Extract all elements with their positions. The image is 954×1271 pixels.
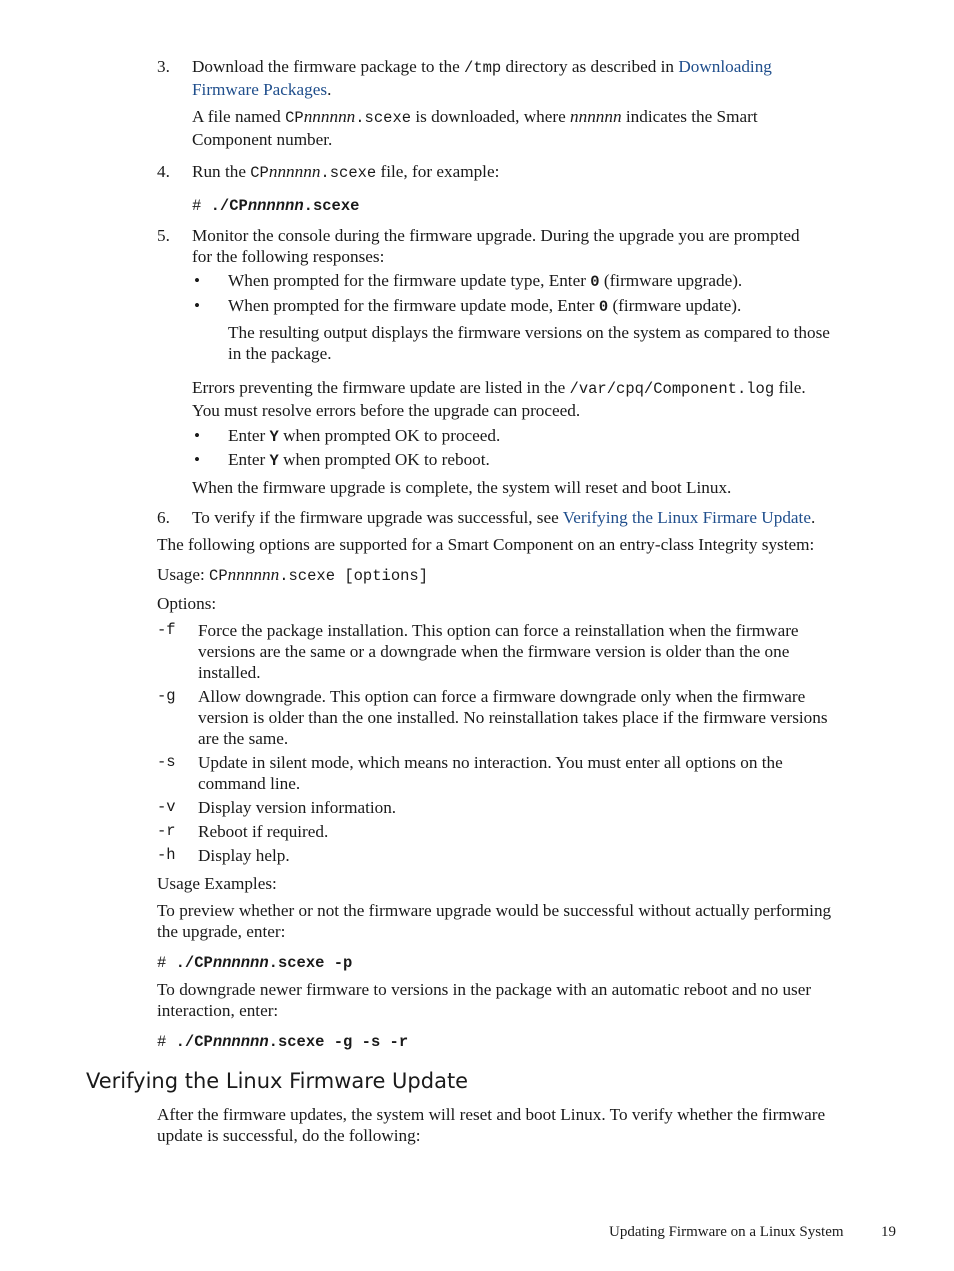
example-1-text: To preview whether or not the firmware upgrade would be successful without actually performing the upgrade, enter: bbox=[157, 901, 832, 941]
example-2-command: # ./CPnnnnnn.scexe -g -s -r bbox=[157, 1033, 409, 1051]
usage-examples-label: Usage Examples: bbox=[157, 874, 277, 893]
step-5-number: 5. bbox=[157, 226, 170, 245]
section-heading: Verifying the Linux Firmware Update bbox=[86, 1069, 469, 1093]
tmp-path: /tmp bbox=[464, 59, 502, 77]
usage-line: Usage: CPnnnnnn.scexe [options] bbox=[157, 565, 429, 585]
link-verifying-linux-firmware-update[interactable]: Verifying the Linux Firmare Update bbox=[562, 508, 811, 527]
step-4-number: 4. bbox=[157, 162, 170, 181]
step-5-text: Monitor the console during the firmware upgrade. During the upgrade you are prompted for the following responses: bbox=[192, 226, 800, 266]
option-description: Display help. bbox=[198, 846, 290, 865]
example-2-text: To downgrade newer firmware to versions in the package with an automatic reboot and no user interaction, enter: bbox=[157, 980, 812, 1020]
bullet-reboot: Enter Y when prompted OK to reboot. bbox=[228, 450, 490, 470]
options-intro: The following options are supported for a Smart Component on an entry-class Integrity system: bbox=[157, 535, 815, 554]
step-6-number: 6. bbox=[157, 508, 170, 527]
upgrade-complete-note: When the firmware upgrade is complete, the system will reset and boot Linux. bbox=[192, 478, 732, 497]
step-3-text: Download the firmware package to the /tmp directory as described in Downloading Firmware Packages. bbox=[192, 57, 772, 99]
step-3-number: 3. bbox=[157, 57, 170, 76]
option-description: Allow downgrade. This option can force a firmware downgrade only when the firmware version is older than the one installed. No reinstallation takes place if the firmware versions are the same. bbox=[198, 687, 828, 748]
resulting-output-note: The resulting output displays the firmware versions on the system as compared to those in the package. bbox=[228, 323, 830, 363]
option-description: Update in silent mode, which means no interaction. You must enter all options on the command line. bbox=[198, 753, 783, 793]
option-description: Reboot if required. bbox=[198, 822, 329, 841]
link-downloading-firmware-packages[interactable]: Downloading Firmware Packages bbox=[192, 57, 772, 99]
option-key: -v bbox=[157, 798, 176, 816]
option-key: -g bbox=[157, 687, 176, 705]
option-description: Force the package installation. This option can force a reinstallation when the firmware versions are the same or a downgrade when the firmware version is older than the one installed. bbox=[198, 621, 799, 682]
bullet-proceed: Enter Y when prompted OK to proceed. bbox=[228, 426, 501, 446]
footer-title: Updating Firmware on a Linux System bbox=[609, 1224, 844, 1240]
option-key: -r bbox=[157, 822, 176, 840]
bullet-icon: • bbox=[194, 296, 201, 315]
step-3-subtext: A file named CPnnnnnn.scexe is downloaded, where nnnnnn indicates the Smart Component number. bbox=[192, 107, 758, 149]
bullet-update-type: When prompted for the firmware update type, Enter 0 (firmware upgrade). bbox=[228, 271, 743, 291]
errors-note: Errors preventing the firmware update are listed in the /var/cpq/Component.log file. You must resolve errors before the upgrade can proceed. bbox=[192, 378, 806, 420]
option-description: Display version information. bbox=[198, 798, 397, 817]
bullet-icon: • bbox=[194, 450, 201, 469]
step-6-text: To verify if the firmware upgrade was successful, see Verifying the Linux Firmare Update. bbox=[192, 508, 816, 527]
page-number: 19 bbox=[881, 1224, 896, 1240]
section-paragraph: After the firmware updates, the system will reset and boot Linux. To verify whether the firmware update is successful, do the following: bbox=[157, 1105, 826, 1145]
option-key: -s bbox=[157, 753, 176, 771]
option-key: -f bbox=[157, 621, 176, 639]
options-label: Options: bbox=[157, 594, 217, 613]
bullet-update-mode: When prompted for the firmware update mode, Enter 0 (firmware update). bbox=[228, 296, 742, 316]
option-key: -h bbox=[157, 846, 176, 864]
bullet-icon: • bbox=[194, 426, 201, 445]
step-4-text: Run the CPnnnnnn.scexe file, for example: bbox=[192, 162, 500, 182]
step-4-command: # ./CPnnnnnn.scexe bbox=[192, 197, 360, 215]
example-1-command: # ./CPnnnnnn.scexe -p bbox=[157, 954, 353, 972]
bullet-icon: • bbox=[194, 271, 201, 290]
